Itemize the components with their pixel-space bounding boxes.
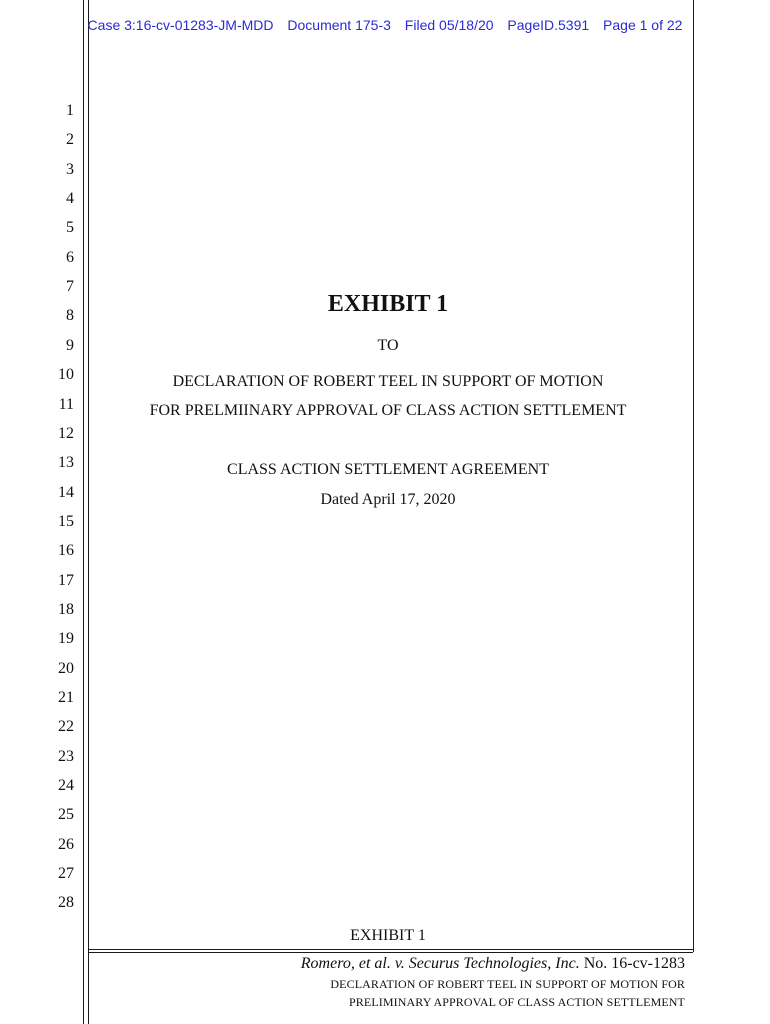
left-margin-rule-inner bbox=[88, 0, 89, 1024]
footer-title-line-2: PRELIMINARY APPROVAL OF CLASS ACTION SETTLEMENT bbox=[349, 995, 685, 1009]
footer-title-line-1: DECLARATION OF ROBERT TEEL IN SUPPORT OF MOTION FOR bbox=[330, 977, 685, 991]
line-number: 13 bbox=[58, 454, 74, 472]
line-number: 18 bbox=[58, 600, 74, 618]
declaration-line-1: DECLARATION OF ROBERT TEEL IN SUPPORT OF MOTION bbox=[172, 373, 604, 390]
line-number: 27 bbox=[58, 865, 74, 883]
line-number: 25 bbox=[58, 806, 74, 824]
line-number: 10 bbox=[58, 366, 74, 384]
line-number: 12 bbox=[58, 424, 74, 442]
to-line: TO bbox=[377, 337, 399, 354]
case-caption: Romero, et al. v. Securus Technologies, Inc. bbox=[300, 955, 580, 972]
footer-rule-bottom bbox=[88, 952, 693, 953]
line-number: 11 bbox=[58, 395, 74, 413]
page-id: PageID.5391 bbox=[507, 17, 590, 33]
line-number: 23 bbox=[58, 747, 74, 765]
ecf-header bbox=[0, 17, 770, 33]
line-number: 6 bbox=[66, 248, 74, 266]
footer-exhibit-label: EXHIBIT 1 bbox=[350, 927, 426, 944]
left-margin-rule-outer bbox=[83, 0, 84, 1024]
line-number: 20 bbox=[58, 659, 74, 677]
line-number: 16 bbox=[58, 542, 74, 560]
agreement-title: CLASS ACTION SETTLEMENT AGREEMENT bbox=[227, 461, 549, 478]
line-number: 28 bbox=[58, 894, 74, 912]
line-number: 5 bbox=[66, 219, 74, 237]
line-number: 4 bbox=[66, 190, 74, 208]
line-number: 3 bbox=[66, 160, 74, 178]
right-margin-rule bbox=[693, 0, 694, 952]
line-number: 15 bbox=[58, 512, 74, 530]
declaration-line-2: FOR PRELMIINARY APPROVAL OF CLASS ACTION SETTLEMENT bbox=[149, 402, 627, 419]
case-number: Case 3:16-cv-01283-JM-MDD bbox=[87, 17, 274, 33]
line-number: 1 bbox=[66, 102, 74, 119]
document-number: Document 175-3 bbox=[287, 17, 391, 33]
page-count: Page 1 of 22 bbox=[603, 17, 683, 33]
filed-date: Filed 05/18/20 bbox=[404, 17, 494, 33]
line-number: 2 bbox=[66, 131, 74, 149]
footer-case-caption bbox=[301, 955, 685, 973]
line-number: 8 bbox=[66, 307, 74, 325]
line-number: 24 bbox=[58, 777, 74, 795]
line-number: 14 bbox=[58, 483, 74, 501]
line-number: 26 bbox=[58, 835, 74, 853]
agreement-date: Dated April 17, 2020 bbox=[320, 491, 456, 508]
footer-case-number: No. 16-cv-1283 bbox=[583, 955, 685, 972]
footer-rule-top bbox=[88, 949, 693, 950]
line-number: 19 bbox=[58, 630, 74, 648]
line-number: 21 bbox=[58, 689, 74, 706]
line-number: 17 bbox=[58, 571, 74, 589]
line-number: 7 bbox=[66, 278, 74, 296]
line-number: 22 bbox=[58, 718, 74, 736]
exhibit-title: EXHIBIT 1 bbox=[327, 291, 449, 317]
line-number: 9 bbox=[66, 336, 74, 354]
